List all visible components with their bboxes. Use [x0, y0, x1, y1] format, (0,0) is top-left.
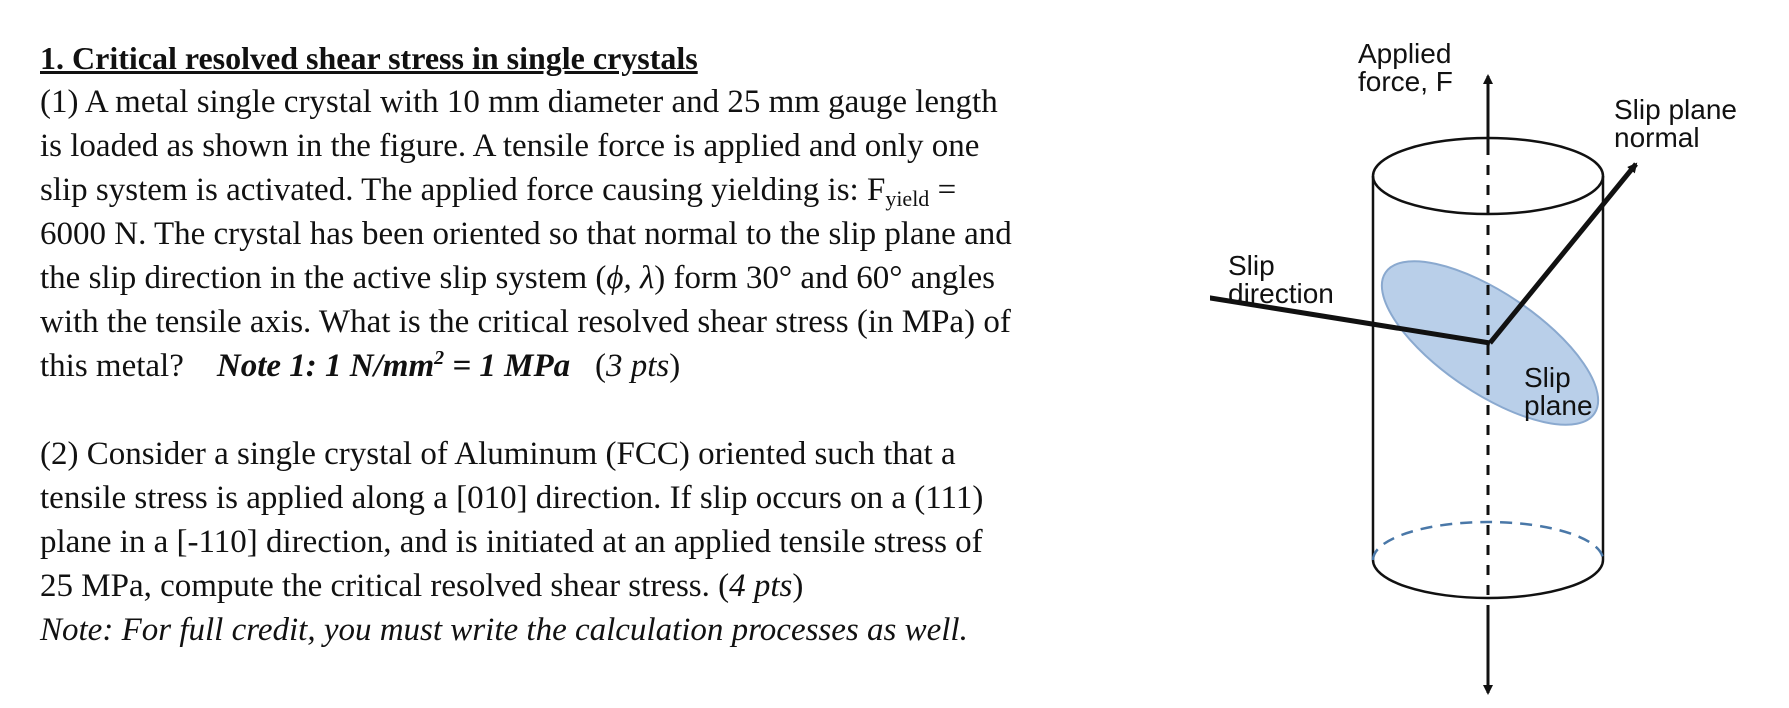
part1-line: [40, 344, 1205, 388]
problem-title: 1. Critical resolved shear stress in single crystals: [40, 40, 698, 76]
applied-force-label: Applied force, F: [1358, 38, 1453, 97]
part1-line: 6000 N. The crystal has been oriented so that normal to the slip plane and: [40, 216, 1012, 252]
slip-plane-normal-arrow: [1490, 164, 1636, 343]
crystal-figure: [1210, 30, 1789, 703]
part1-line5-text: the slip direction in the active slip system (: [40, 260, 607, 296]
part1-line: [40, 256, 1205, 300]
part2-line: plane in a [-110] direction, and is initiated at an applied tensile stress of: [40, 524, 983, 560]
part1-paragraph: [40, 80, 1205, 388]
part1-line3-text: slip system is activated. The applied force causing yielding is: F: [40, 172, 886, 208]
part1-line: [40, 168, 1205, 212]
part2-paragraph: [40, 432, 1205, 652]
slip-plane-label: Slip plane: [1524, 362, 1593, 421]
points-close: ): [792, 568, 804, 604]
part2-line: tensile stress is applied along a [010] direction. If slip occurs on a (111): [40, 480, 984, 516]
points-close: ): [669, 348, 681, 384]
points-value: 3 pts: [605, 348, 670, 384]
part1-line7-text: this metal?: [40, 348, 217, 384]
part1-line5-end: ) form 30° and 60° angles: [654, 260, 995, 296]
part2-line: (2) Consider a single crystal of Aluminum (FCC) oriented such that a: [40, 436, 956, 472]
slip-plane-normal-label: Slip plane normal: [1614, 94, 1737, 153]
part2-line4-text: 25 MPa, compute the critical resolved shear stress. (: [40, 568, 730, 604]
part1-line: with the tensile axis. What is the critical resolved shear stress (in MPa) of: [40, 304, 1011, 340]
unit-note: Note 1: 1 $N/mm^2 = 1$ MPa: [216, 347, 571, 384]
angle-symbols: ϕ, λ: [606, 260, 655, 296]
problem-text: [40, 36, 1205, 652]
points-value: 4 pts: [729, 568, 793, 604]
yield-subscript: yield: [885, 186, 930, 211]
part1-line3-end: =: [929, 172, 957, 208]
points-open: (: [570, 348, 606, 384]
part1-line: (1) A metal single crystal with 10 mm diameter and 25 mm gauge length: [40, 84, 998, 120]
credit-note: Note: For full credit, you must write the calculation processes as well.: [40, 612, 968, 648]
part1-line: is loaded as shown in the figure. A tensile force is applied and only one: [40, 128, 980, 164]
slip-direction-label: Slip direction: [1228, 250, 1334, 309]
paragraph-gap: [40, 388, 1205, 432]
part2-line: [40, 564, 1205, 608]
